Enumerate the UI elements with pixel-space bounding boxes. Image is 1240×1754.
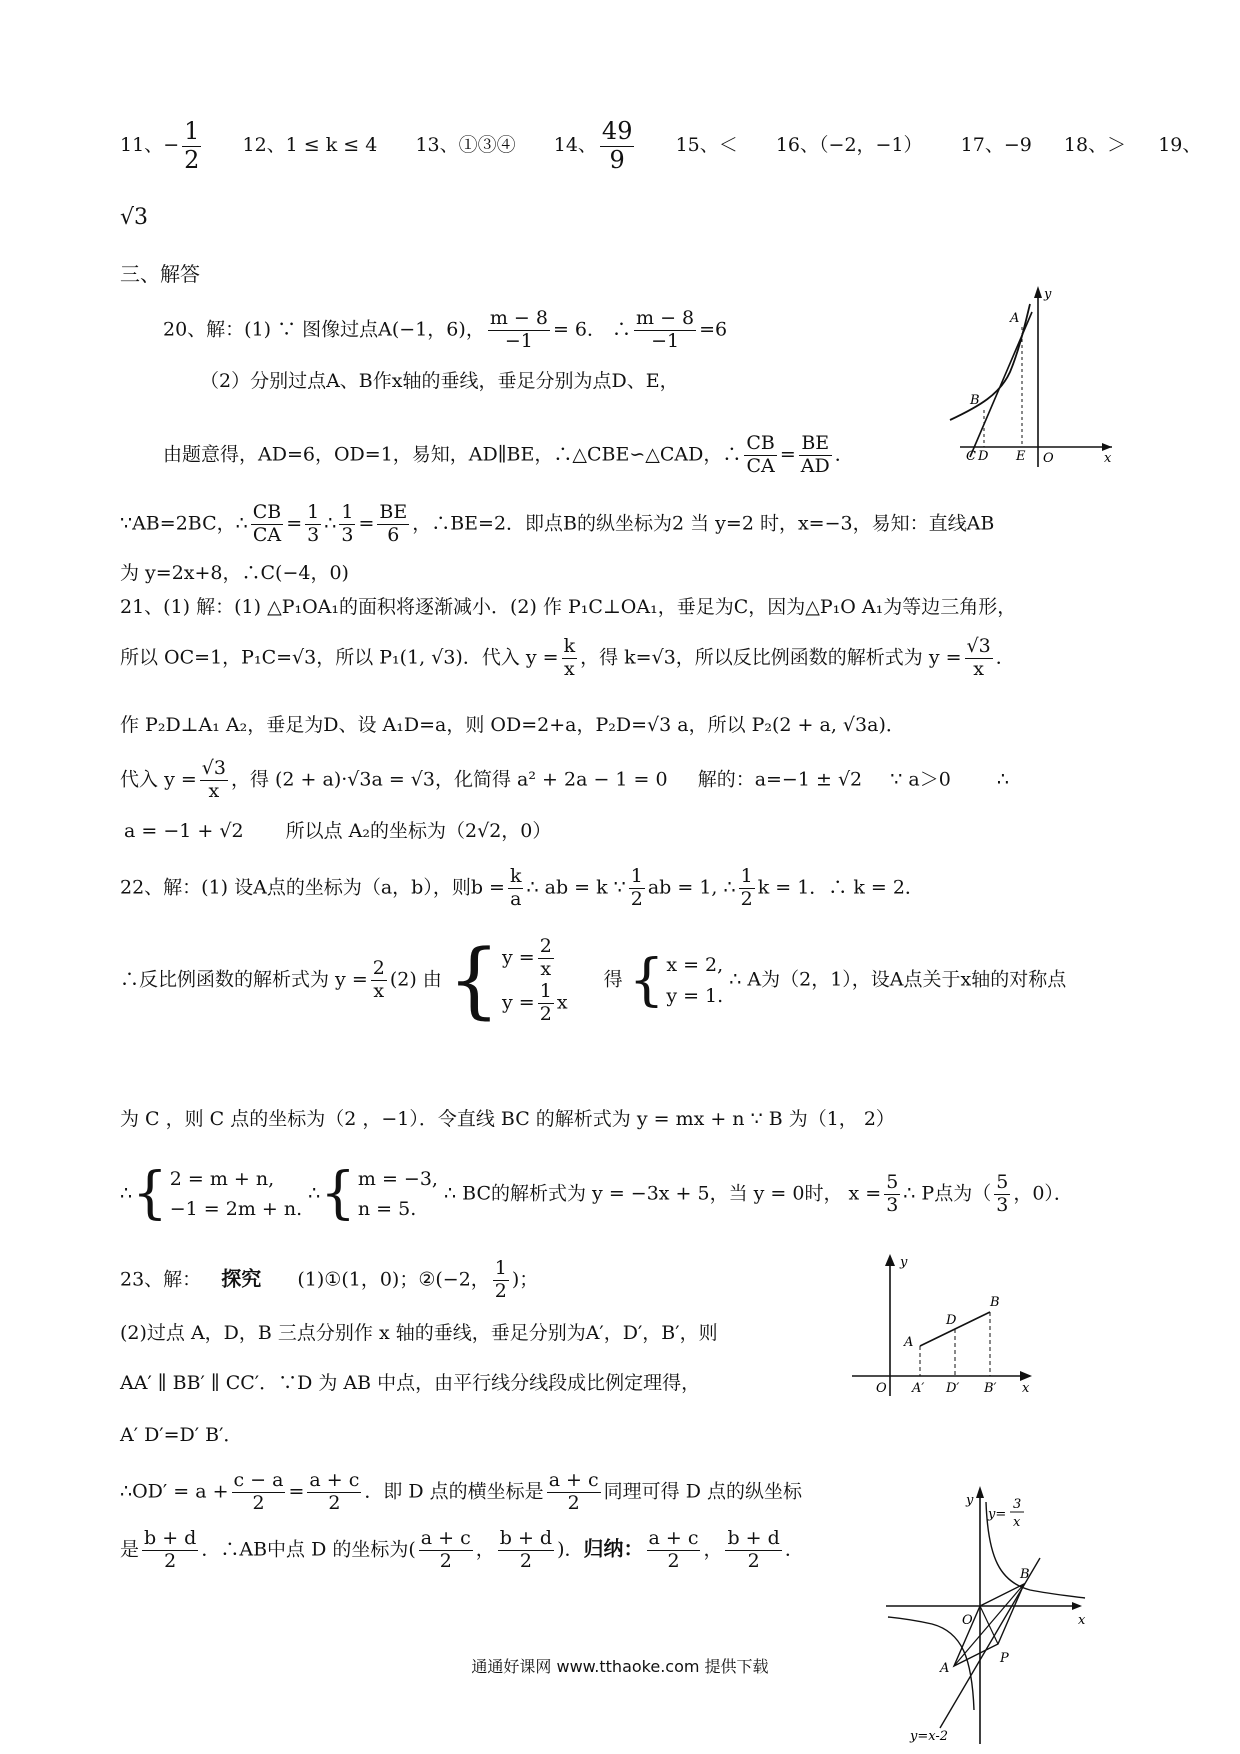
p21-line3: 作 P₂D⊥A₁ A₂，垂足为D、设 A₁D=a，则 OD=2+a，P₂D=√3 a，所以 P₂(2 + a, √3a)． xyxy=(120,714,905,736)
fraction-den: 2 xyxy=(747,1549,760,1572)
answer-16: 16、（−2，−1） xyxy=(775,134,923,157)
answer-11-label: 11、 xyxy=(120,134,164,157)
label-c: C xyxy=(966,449,976,464)
y-arrow xyxy=(885,1254,895,1266)
text: x xyxy=(556,991,568,1014)
text: 探究 xyxy=(221,1266,262,1291)
fraction-num: 49 xyxy=(601,117,633,145)
fraction-den: 2 xyxy=(252,1491,265,1514)
fraction-num: 2 xyxy=(372,957,385,980)
answer-15: 15、＜ xyxy=(675,134,738,157)
answer-19-value: √3 xyxy=(120,205,149,230)
p20-line2: （2）分别过点A、B作x轴的垂线，垂足分别为点D、E， xyxy=(200,370,679,392)
system-row: m = −3, xyxy=(357,1168,438,1190)
answers-line xyxy=(120,118,1201,174)
p23-line2: (2)过点 A，D，B 三点分别作 x 轴的垂线，垂足分别为A′，D′，B′，则 xyxy=(120,1322,718,1344)
fraction-den: x xyxy=(540,957,552,980)
label-d-prime: D′ xyxy=(946,1381,960,1396)
fraction-den: 2 xyxy=(539,1002,552,1025)
fraction xyxy=(634,308,696,353)
label-a: A xyxy=(940,1661,950,1676)
system-row xyxy=(502,936,568,981)
text: y = xyxy=(928,646,962,669)
fraction-num: BE xyxy=(379,501,408,523)
answer-17: 17、−9 xyxy=(960,134,1032,157)
text: ∴ P点为（ xyxy=(903,1182,992,1205)
fraction-den: AD xyxy=(800,454,830,477)
p23-figure-2 xyxy=(880,1478,1100,1748)
text: = xyxy=(286,512,303,535)
fraction-den: 3 xyxy=(307,523,320,546)
p20-line4 xyxy=(120,502,994,547)
fraction-num: 1 xyxy=(630,865,643,887)
text: )； xyxy=(511,1268,539,1291)
text: ∴ ab = k ∵ xyxy=(526,876,626,899)
fraction-num: 5 xyxy=(886,1171,899,1194)
p21-line1: 21、(1) 解：(1) △P₁OA₁的面积将逐渐减小．(2) 作 P₁C⊥OA₁，垂足为C，因为△P₁O A₁为等边三角形， xyxy=(120,596,1017,618)
fraction-den: 2 xyxy=(567,1491,580,1514)
p23-line6 xyxy=(120,1528,804,1573)
fraction xyxy=(493,1258,509,1303)
fraction-den: 2 xyxy=(494,1279,507,1302)
fraction xyxy=(232,1470,286,1515)
fraction-num: √3 xyxy=(966,635,991,657)
fraction-den: 6 xyxy=(387,523,400,546)
text: ，得 k=√3，所以反比例函数的解析式为 xyxy=(580,646,923,669)
label-b: B xyxy=(990,1295,1000,1310)
fraction-num: √3 xyxy=(201,757,226,779)
x-arrow xyxy=(1072,1602,1082,1610)
line-ab xyxy=(970,312,1032,457)
x-arrow xyxy=(1020,1371,1032,1381)
fraction-num: c − a xyxy=(233,1469,284,1491)
y-arrow xyxy=(976,1486,984,1498)
brace: { xyxy=(320,1161,356,1227)
text: y = xyxy=(502,991,535,1014)
fraction-den: x xyxy=(208,779,220,802)
label-b: B xyxy=(1020,1567,1030,1582)
fraction-den: −1 xyxy=(651,329,680,352)
text: a = −1 + √2 xyxy=(124,820,244,842)
answer-13: 13、①③④ xyxy=(415,134,516,157)
text: ∴OD′ = a + xyxy=(120,1480,229,1503)
fraction-num: BE xyxy=(799,433,832,456)
fraction-den: 3 xyxy=(996,1193,1009,1216)
fraction-num: b + d xyxy=(144,1527,197,1549)
fraction-den: 2 xyxy=(519,1549,532,1572)
system-row: y = 1. xyxy=(666,984,724,1007)
fraction-den: 2 xyxy=(439,1549,452,1572)
p20-line3 xyxy=(163,433,854,478)
fraction xyxy=(547,1470,601,1515)
text: ∵AB=2BC，∴ xyxy=(120,512,248,535)
fraction-num: 1 xyxy=(307,501,320,523)
p23-line1 xyxy=(120,1258,538,1303)
fraction xyxy=(305,502,321,547)
p20-line1 xyxy=(163,308,727,353)
text: ∴ BC的解析式为 y = −3x + 5，当 y = 0时， xyxy=(444,1182,843,1205)
fraction xyxy=(744,433,777,478)
fraction-den: 2 xyxy=(667,1549,680,1572)
equation-system-3 xyxy=(170,1164,302,1225)
label-o: O xyxy=(1043,451,1054,466)
text: 所以点 A₂的坐标为（2√2，0） xyxy=(285,820,552,842)
text: = xyxy=(358,512,375,535)
brace: { xyxy=(447,932,501,1028)
fraction-den: 9 xyxy=(609,145,625,174)
fraction-num: a + c xyxy=(548,1469,599,1491)
p23-line4: A′ D′=D′ B′． xyxy=(120,1424,243,1446)
text: y = xyxy=(525,646,559,669)
fraction-den: CA xyxy=(252,523,282,546)
fraction xyxy=(884,1172,900,1217)
fraction xyxy=(307,1470,361,1515)
answer-19-label: 19、 xyxy=(1158,134,1202,157)
fraction-den: 2 xyxy=(164,1549,177,1572)
p22-line1 xyxy=(120,866,924,911)
text: ，得 (2 + a)·√3a = √3，化简得 a² + 2a − 1 = 0 xyxy=(230,768,668,791)
fraction xyxy=(629,866,645,911)
text: 由题意得，AD=6，OD=1，易知，AD∥BE，∴△CBE∽△CAD，∴ xyxy=(163,443,742,466)
text: )． xyxy=(557,1538,584,1561)
answer-12: 12、1 ≤ k ≤ 4 xyxy=(242,134,378,157)
fraction-num: 1 xyxy=(494,1257,507,1279)
label-p: P xyxy=(1000,1651,1009,1666)
label-b-prime: B′ xyxy=(984,1381,997,1396)
y-arrow xyxy=(1034,286,1042,298)
fraction-num: a + c xyxy=(309,1469,360,1491)
fraction xyxy=(799,433,832,478)
p21-line5 xyxy=(124,820,551,843)
answer-11-sign: − xyxy=(163,134,180,157)
text: 所以 OC=1，P₁C=√3，所以 P₁(1, √3)．代入 xyxy=(120,646,520,669)
fraction xyxy=(339,502,355,547)
eq2: y=x-2 xyxy=(910,1729,949,1744)
text: 同理可得 D 点的纵坐标 xyxy=(603,1480,802,1503)
label-y: y xyxy=(900,1255,908,1270)
fraction xyxy=(488,308,550,353)
fraction-den: 2 xyxy=(184,145,200,174)
p23-line5 xyxy=(120,1470,802,1515)
fraction xyxy=(200,758,228,803)
system-row: −1 = 2m + n. xyxy=(169,1198,303,1221)
text: 归纳： xyxy=(583,1536,644,1561)
text: ，0）． xyxy=(1013,1182,1073,1205)
fraction-num: CB xyxy=(746,432,775,454)
text: (1)①(1，0)；②(−2， xyxy=(297,1268,490,1291)
text: ，∴BE=2．即点B的纵坐标为2 当 y=2 时，x=−3，易知：直线AB xyxy=(412,512,995,535)
label-y: y xyxy=(966,1493,974,1508)
fraction-den: x xyxy=(373,980,385,1003)
text: ． xyxy=(834,443,854,466)
fraction xyxy=(562,636,578,681)
text: ∵ a＞0 xyxy=(890,768,951,791)
x-arrow xyxy=(1102,443,1112,451)
p23-figure-1 xyxy=(850,1250,1040,1400)
fraction xyxy=(498,1528,554,1573)
fraction-num: b + d xyxy=(727,1527,780,1549)
fraction xyxy=(419,1528,473,1573)
equation-system-1 xyxy=(502,936,568,1025)
p22-line2 xyxy=(120,932,1067,1028)
text: 得 xyxy=(603,968,623,991)
text: ．∴AB中点 D 的坐标为( xyxy=(201,1538,416,1561)
fraction-num: b + d xyxy=(499,1527,553,1549)
eq1-den: x xyxy=(1013,1515,1021,1530)
fraction-num: m − 8 xyxy=(636,307,695,329)
fraction-den: a xyxy=(510,887,522,910)
line-y-x-2 xyxy=(940,1558,1040,1728)
text: 代入 xyxy=(120,768,159,791)
text: 20、解：(1) ∵ 图像过点A(−1，6)， xyxy=(163,318,485,341)
fraction-den: x xyxy=(973,657,984,680)
text: ∴ xyxy=(120,1182,133,1205)
text: ． xyxy=(995,646,1015,669)
fraction-den: x xyxy=(564,657,575,680)
fraction xyxy=(508,866,524,911)
label-x: x xyxy=(1022,1381,1030,1396)
fraction-den: 2 xyxy=(740,887,753,910)
answer-14-label: 14、 xyxy=(553,134,597,157)
label-x: x xyxy=(1104,451,1112,466)
text: 是 xyxy=(120,1538,140,1561)
eq1-num: 3 xyxy=(1013,1497,1022,1512)
fraction-num: 1 xyxy=(539,979,552,1002)
text: 22、解：(1) 设A点的坐标为（a，b），则 xyxy=(120,876,471,899)
system-row: 2 = m + n, xyxy=(169,1168,275,1190)
text: x = xyxy=(848,1182,882,1205)
fraction xyxy=(994,1172,1010,1217)
label-o: O xyxy=(962,1613,973,1628)
label-o: O xyxy=(876,1381,887,1396)
label-d: D xyxy=(946,1313,957,1328)
equation-system-4 xyxy=(358,1164,438,1225)
fraction-num: 2 xyxy=(539,935,552,957)
fraction-num: a + c xyxy=(420,1527,471,1549)
fraction xyxy=(377,502,409,547)
eq1-prefix: y= xyxy=(988,1507,1007,1522)
p23-line3: AA′ ∥ BB′ ∥ CC′．∵D 为 AB 中点，由平行线分线段成比例定理得， xyxy=(120,1372,701,1394)
answer-18: 18、＞ xyxy=(1063,134,1127,157)
text: ∴ xyxy=(308,1182,321,1205)
fraction-den: 2 xyxy=(328,1491,341,1514)
p22-line4 xyxy=(120,1161,1073,1227)
fraction-num: k xyxy=(509,865,522,887)
fraction xyxy=(647,1528,701,1573)
label-x: x xyxy=(1078,1613,1086,1628)
fraction-num: 1 xyxy=(184,117,200,145)
p20-figure xyxy=(940,282,1120,470)
fraction xyxy=(739,866,755,911)
section-heading: 三、解答 xyxy=(120,262,200,286)
text: ∴ xyxy=(324,512,337,535)
text: = xyxy=(288,1480,305,1503)
text: ab = 1, ∴ xyxy=(647,876,736,899)
text: =6 xyxy=(699,318,728,341)
fraction xyxy=(965,636,993,681)
text: k = 1．∴ k = 2． xyxy=(757,876,924,899)
fraction-den: CA xyxy=(746,454,775,477)
label-b: B xyxy=(970,393,980,408)
fraction-den: 3 xyxy=(886,1193,899,1216)
system-row xyxy=(502,981,568,1026)
fraction-den: 3 xyxy=(341,523,354,546)
text: = 6． ∴ xyxy=(552,318,632,341)
text: ， xyxy=(475,1538,495,1561)
label-y: y xyxy=(1044,287,1052,302)
text: ∴ A为（2，1），设A点关于x轴的对称点 xyxy=(729,968,1067,991)
fraction xyxy=(142,1528,198,1573)
fraction-num: 5 xyxy=(996,1171,1009,1194)
fraction-num: 1 xyxy=(740,865,753,887)
text: ． xyxy=(784,1538,804,1561)
fraction xyxy=(538,981,554,1026)
system-row: x = 2, xyxy=(666,954,724,977)
fraction xyxy=(538,936,554,981)
brace: { xyxy=(132,1161,168,1227)
p20-line5: 为 y=2x+8，∴C(−4，0) xyxy=(120,562,349,584)
fraction-num: a + c xyxy=(648,1527,699,1549)
answer-11-fraction xyxy=(182,118,201,174)
text: ∴ xyxy=(996,768,1009,791)
equation-system-2 xyxy=(666,950,723,1011)
p21-line4 xyxy=(120,758,1009,803)
text: (2) 由 xyxy=(389,968,442,991)
label-a: A xyxy=(904,1335,914,1350)
text: y = xyxy=(502,946,535,969)
fraction-num: k xyxy=(563,635,576,657)
text: ．即 D 点的横坐标是 xyxy=(364,1480,544,1503)
text: 23、解： xyxy=(120,1268,202,1291)
brace: { xyxy=(628,947,665,1013)
fraction-den: 2 xyxy=(630,887,643,910)
fraction xyxy=(251,502,284,547)
text: ∴反比例函数的解析式为 y = xyxy=(120,968,368,991)
fraction-num: 1 xyxy=(341,501,354,523)
text: b = xyxy=(470,876,505,899)
text: ， xyxy=(703,1538,723,1561)
answer-14-fraction xyxy=(600,118,635,174)
label-d: D xyxy=(978,449,989,464)
p22-line3: 为 C ，则 C 点的坐标为（2 ，−1）．令直线 BC 的解析式为 y = mx + n ∵ B 为（1， 2） xyxy=(120,1108,895,1130)
footer-text: 通通好课网 www.tthaoke.com 提供下载 xyxy=(471,1657,769,1676)
label-e: E xyxy=(1016,449,1026,464)
fraction-num: CB xyxy=(252,501,282,523)
text: 解的：a=−1 ± √2 xyxy=(697,768,863,791)
fraction-num: m − 8 xyxy=(489,307,548,329)
label-a: A xyxy=(1010,311,1020,326)
fraction xyxy=(371,958,387,1003)
fraction-den: −1 xyxy=(504,329,533,352)
label-a-prime: A′ xyxy=(912,1381,925,1396)
text: = xyxy=(779,443,796,466)
system-row: n = 5. xyxy=(357,1198,417,1221)
p21-line2 xyxy=(120,636,1015,681)
fraction xyxy=(725,1528,781,1573)
text: y = xyxy=(164,768,197,791)
